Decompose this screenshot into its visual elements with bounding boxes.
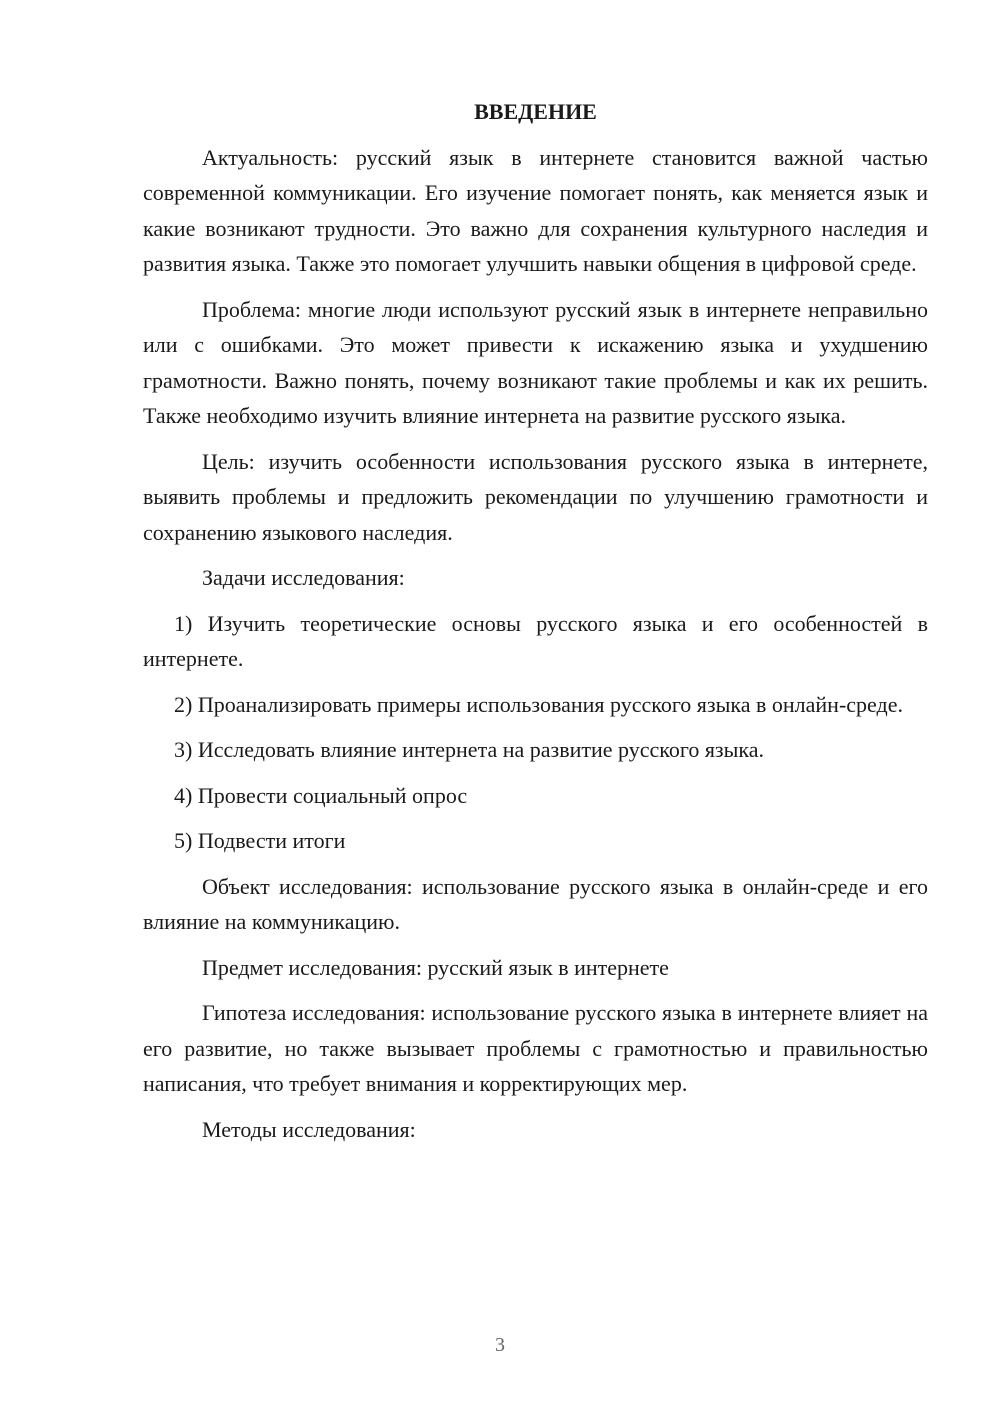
task-item-2: 2) Проанализировать примеры использования русского языка в онлайн-среде.	[174, 691, 903, 717]
paragraph-goal: Цель: изучить особенности использования русского языка в интернете, выявить проблемы и предложить рекомендации по улучшению грамотности и сохранению языкового наследия.	[143, 448, 928, 545]
tasks-heading: Задачи исследования:	[202, 565, 405, 590]
paragraph-relevance: Актуальность: русский язык в интернете становится важной частью современной коммуникации. Его изучение помогает понять, как меняется язык и какие возникают трудности. Это важно для сохранения культурного наследия и развития языка. Также это помогает улучшить навыки общения в цифровой среде.	[143, 144, 928, 276]
page-content	[143, 94, 928, 1157]
paragraph-subject: Предмет исследования: русский язык в интернете	[202, 954, 669, 980]
task-item-3: 3) Исследовать влияние интернета на развитие русского языка.	[174, 737, 765, 762]
task-item-1: 1) Изучить теоретические основы русского языка и его особенностей в интернете.	[143, 610, 928, 671]
methods-heading: Методы исследования:	[202, 1116, 416, 1142]
task-item-5: 5) Подвести итоги	[174, 828, 346, 853]
paragraph-hypothesis: Гипотеза исследования: использование русского языка в интернете влияет на его развитие, но также вызывает проблемы с грамотностью и правильностью написания, что требует внимания и корректирующих мер.	[143, 1000, 928, 1096]
paragraph-problem: Проблема: многие люди используют русский язык в интернете неправильно или с ошибками. Это может привести к искажению языка и ухудшению грамотности. Важно понять, почему возникают такие проблемы и как их решить. Также необходимо изучить влияние интернета на развитие русского языка.	[143, 296, 928, 428]
section-title: ВВЕДЕНИЕ	[474, 99, 597, 124]
page-number: 3	[495, 1334, 505, 1356]
task-item-4: 4) Провести социальный опрос	[174, 782, 468, 808]
paragraph-object: Объект исследования: использование русского языка в онлайн-среде и его влияние на коммуникацию.	[143, 873, 928, 934]
